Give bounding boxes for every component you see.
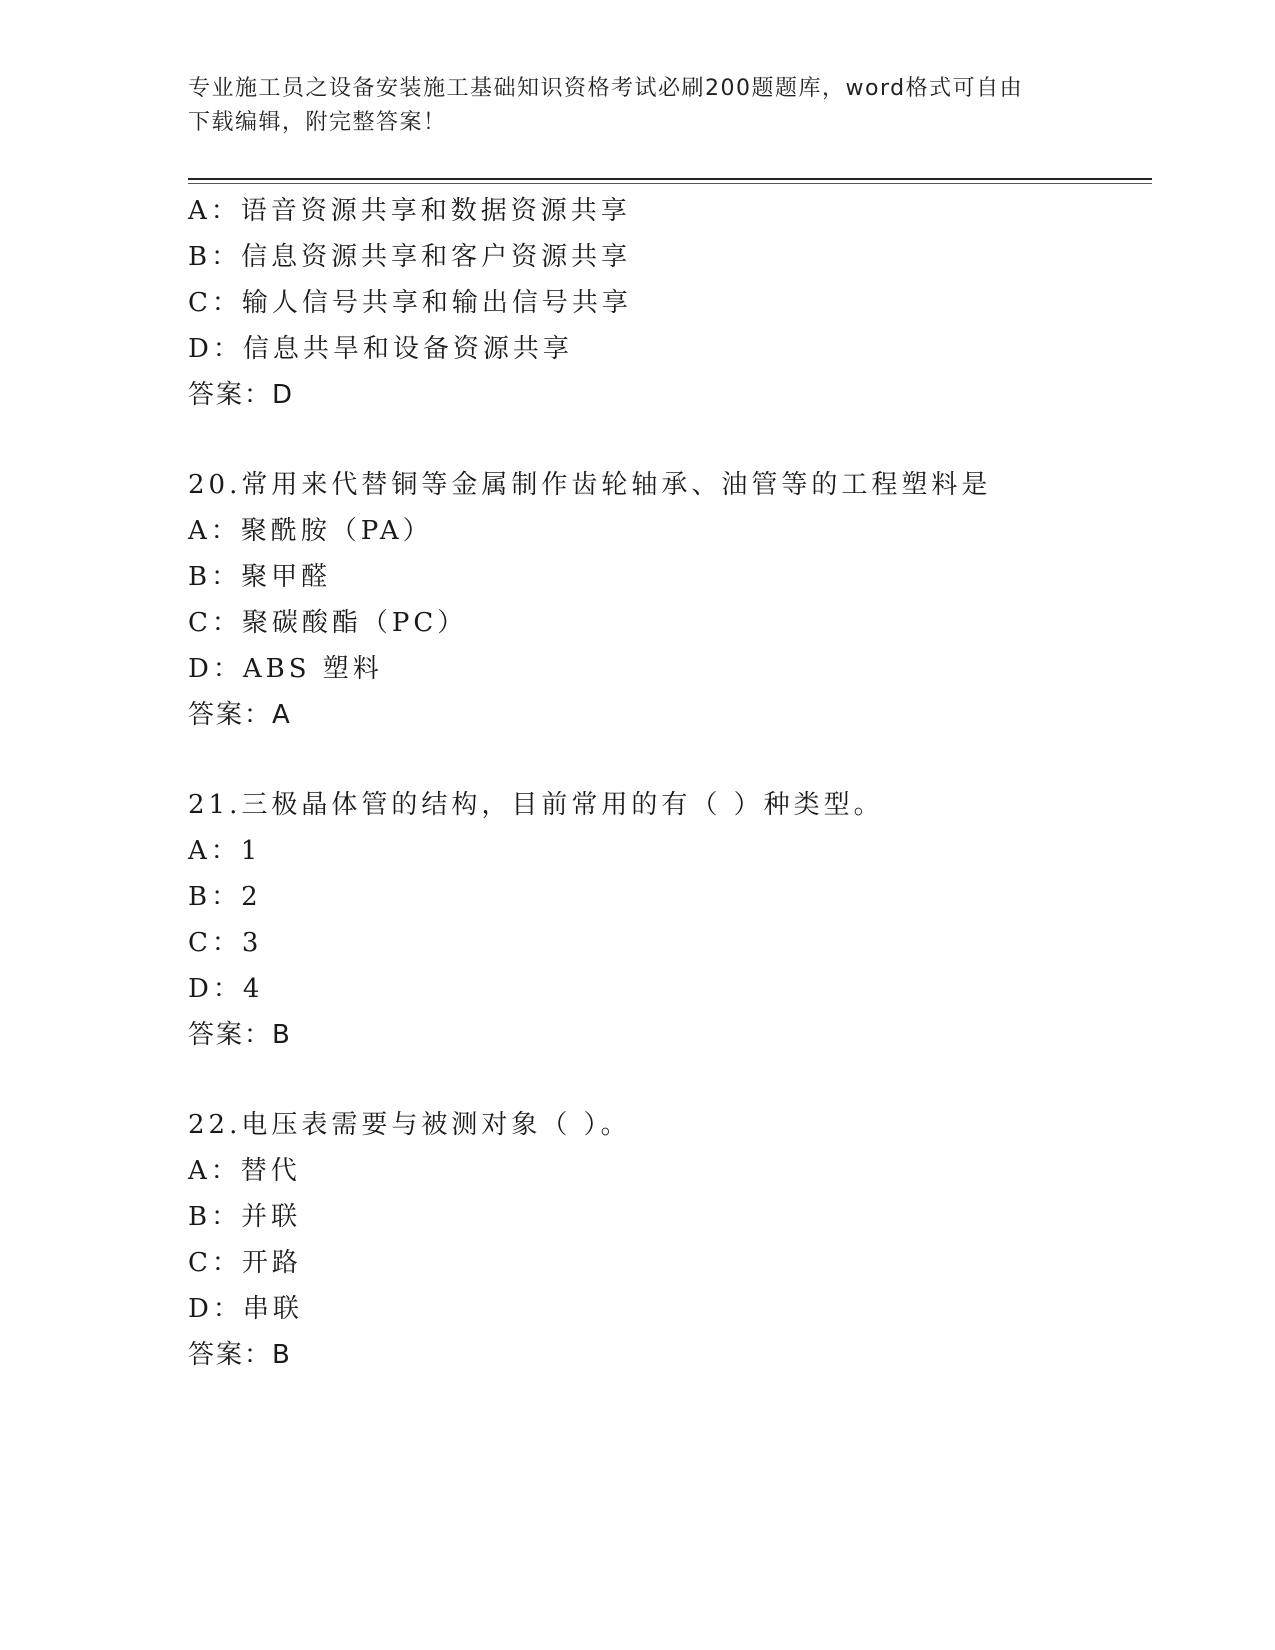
question-21 <box>188 782 1152 1058</box>
option-c: C：开路 <box>188 1248 302 1278</box>
option-d: D：信息共旱和设备资源共享 <box>188 334 573 364</box>
header-title-line-2: 下载编辑，附完整答案！ <box>188 110 447 135</box>
spacer <box>188 418 1152 462</box>
option-a: A：1 <box>188 836 262 866</box>
answer: 答案：A <box>188 700 292 730</box>
question-20 <box>188 462 1152 738</box>
header-divider <box>188 178 1152 180</box>
option-b: B：聚甲醛 <box>188 562 332 592</box>
option-d: D：4 <box>188 974 264 1004</box>
option-a: A：语音资源共享和数据资源共享 <box>188 196 631 226</box>
option-b: B：信息资源共享和客户资源共享 <box>188 242 632 272</box>
option-a: A：聚酰胺（PA） <box>188 516 433 546</box>
option-b: B：并联 <box>188 1202 302 1232</box>
question-text: 21.三极晶体管的结构，目前常用的有（ ）种类型。 <box>188 790 884 820</box>
question-22 <box>188 1102 1152 1378</box>
question-19-continued <box>188 188 1152 418</box>
document-header <box>188 72 1068 140</box>
question-text: 22.电压表需要与被测对象（ ）。 <box>188 1110 631 1140</box>
option-c: C：输人信号共享和输出信号共享 <box>188 288 632 318</box>
option-d: D：ABS 塑料 <box>188 654 383 684</box>
option-d: D：串联 <box>188 1294 303 1324</box>
option-c: C：3 <box>188 928 263 958</box>
spacer <box>188 738 1152 782</box>
option-c: C：聚碳酸酯（PC） <box>188 608 468 638</box>
header-divider-thin <box>188 183 1152 184</box>
spacer <box>188 1058 1152 1102</box>
option-b: B：2 <box>188 882 262 912</box>
answer: 答案：B <box>188 1340 292 1370</box>
option-a: A：替代 <box>188 1156 301 1186</box>
question-text: 20.常用来代替铜等金属制作齿轮轴承、油管等的工程塑料是 <box>188 470 992 500</box>
answer: 答案：D <box>188 380 295 410</box>
question-list <box>188 188 1152 1378</box>
header-title-line-1: 专业施工员之设备安装施工基础知识资格考试必刷200题题库，word格式可自由 <box>188 76 1024 101</box>
answer: 答案：B <box>188 1020 292 1050</box>
